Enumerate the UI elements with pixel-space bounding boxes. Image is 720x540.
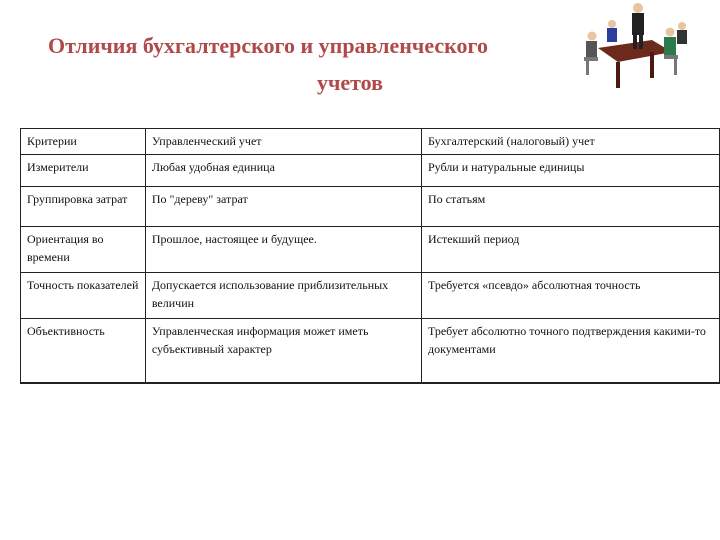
table-row bbox=[21, 227, 720, 273]
header-criteria: Критерии bbox=[21, 129, 146, 155]
cell-accounting: Требуется «псевдо» абсолютная точность bbox=[421, 273, 719, 319]
cell-criterion: Точность показателей bbox=[21, 273, 146, 319]
cell-accounting: По статьям bbox=[421, 187, 719, 227]
table-row bbox=[21, 319, 720, 384]
meeting-table-icon bbox=[580, 0, 690, 92]
header-accounting: Бухгалтерский (налоговый) учет bbox=[421, 129, 719, 155]
cell-accounting: Рубли и натуральные единицы bbox=[421, 155, 719, 187]
cell-criterion: Ориентация во времени bbox=[21, 227, 146, 273]
cell-management: По "дереву" затрат bbox=[145, 187, 421, 227]
table-row bbox=[21, 187, 720, 227]
cell-management: Управленческая информация может иметь субъективный характер bbox=[145, 319, 421, 384]
cell-accounting: Истекший период bbox=[421, 227, 719, 273]
cell-management: Любая удобная единица bbox=[145, 155, 421, 187]
table-row bbox=[21, 155, 720, 187]
table-header-row bbox=[21, 129, 720, 155]
cell-accounting: Требует абсолютно точного подтверждения какими-то документами bbox=[421, 319, 719, 384]
slide-title-line2: учетов bbox=[316, 70, 384, 95]
comparison-table bbox=[20, 128, 720, 384]
cell-management: Допускается использование приблизительных величин bbox=[145, 273, 421, 319]
slide-title-line1: Отличия бухгалтерского и управленческого bbox=[48, 33, 488, 58]
cell-criterion: Объективность bbox=[21, 319, 146, 384]
cell-criterion: Группировка затрат bbox=[21, 187, 146, 227]
table-row bbox=[21, 273, 720, 319]
cell-management: Прошлое, настоящее и будущее. bbox=[145, 227, 421, 273]
cell-criterion: Измерители bbox=[21, 155, 146, 187]
header-management: Управленческий учет bbox=[145, 129, 421, 155]
